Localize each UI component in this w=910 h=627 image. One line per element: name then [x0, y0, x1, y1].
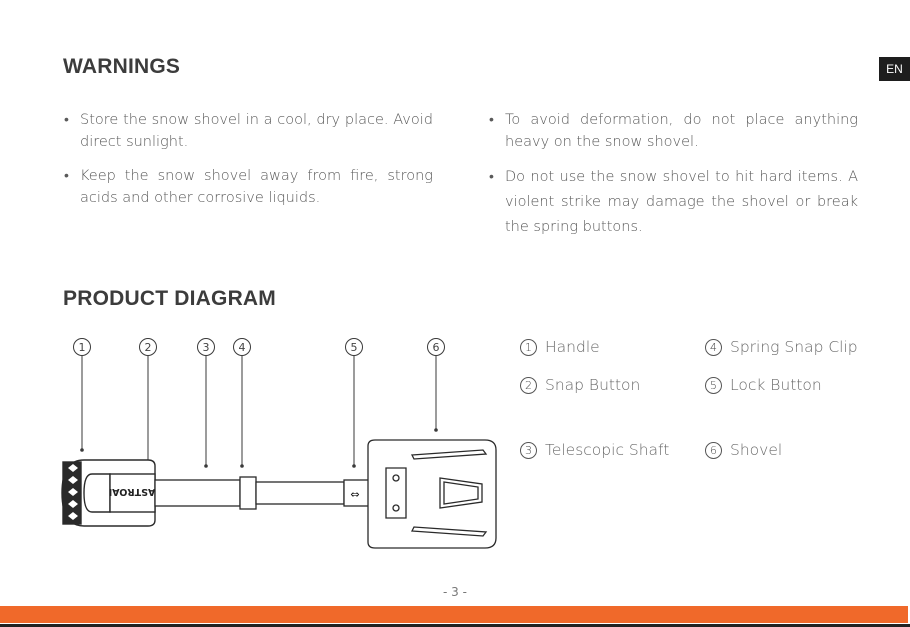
legend-item	[520, 376, 640, 394]
warning-text: Store the snow shovel in a cool, dry place. Avoid direct sunlight.	[80, 112, 433, 150]
legend-item	[705, 376, 822, 394]
legend-item	[705, 338, 858, 356]
callout-number: 2	[144, 341, 152, 354]
legend-number: 3	[520, 442, 537, 459]
warnings-title: WARNINGS	[63, 55, 181, 78]
product-diagram-title: PRODUCT DIAGRAM	[63, 287, 276, 310]
legend-item	[705, 441, 782, 459]
legend-label: Handle	[545, 338, 600, 356]
callout-number: 4	[238, 341, 246, 354]
legend-label: Lock Button	[730, 376, 822, 394]
legend-number: 5	[705, 377, 722, 394]
legend-label: Telescopic Shaft	[545, 441, 670, 459]
legend-item	[520, 441, 669, 459]
legend-label: Snap Button	[545, 376, 641, 394]
legend-number: 2	[520, 377, 537, 394]
legend-number: 1	[520, 339, 537, 356]
legend-item	[520, 338, 600, 356]
warning-text: Keep the snow shovel away from fire, strong acids and other corrosive liquids.	[80, 168, 433, 206]
callout-number: 1	[78, 341, 86, 354]
legend-number: 6	[705, 442, 722, 459]
bullet-icon: •	[64, 168, 69, 184]
callout-number: 5	[350, 341, 358, 354]
bullet-icon: •	[64, 112, 69, 128]
bullet-icon: •	[489, 169, 494, 185]
warning-text: Do not use the snow shovel to hit hard items. A violent strike may damage the shovel or break the spring buttons.	[505, 169, 858, 235]
callout-number: 6	[432, 341, 440, 354]
warning-text: To avoid deformation, do not place anything heavy on the snow shovel.	[505, 112, 858, 150]
language-badge: EN	[879, 57, 910, 81]
footer-accent-bar	[0, 606, 908, 623]
shovel-blade	[368, 440, 496, 548]
brand-logo-text: ASTROAI	[108, 486, 156, 497]
bullet-icon: •	[489, 112, 494, 128]
lock-arrow-icon: ⇔	[350, 488, 360, 501]
legend-label: Spring Snap Clip	[730, 338, 858, 356]
legend-label: Shovel	[730, 441, 783, 459]
legend-number: 4	[705, 339, 722, 356]
page-number: - 3 -	[443, 585, 467, 599]
callout-number: 3	[202, 341, 210, 354]
